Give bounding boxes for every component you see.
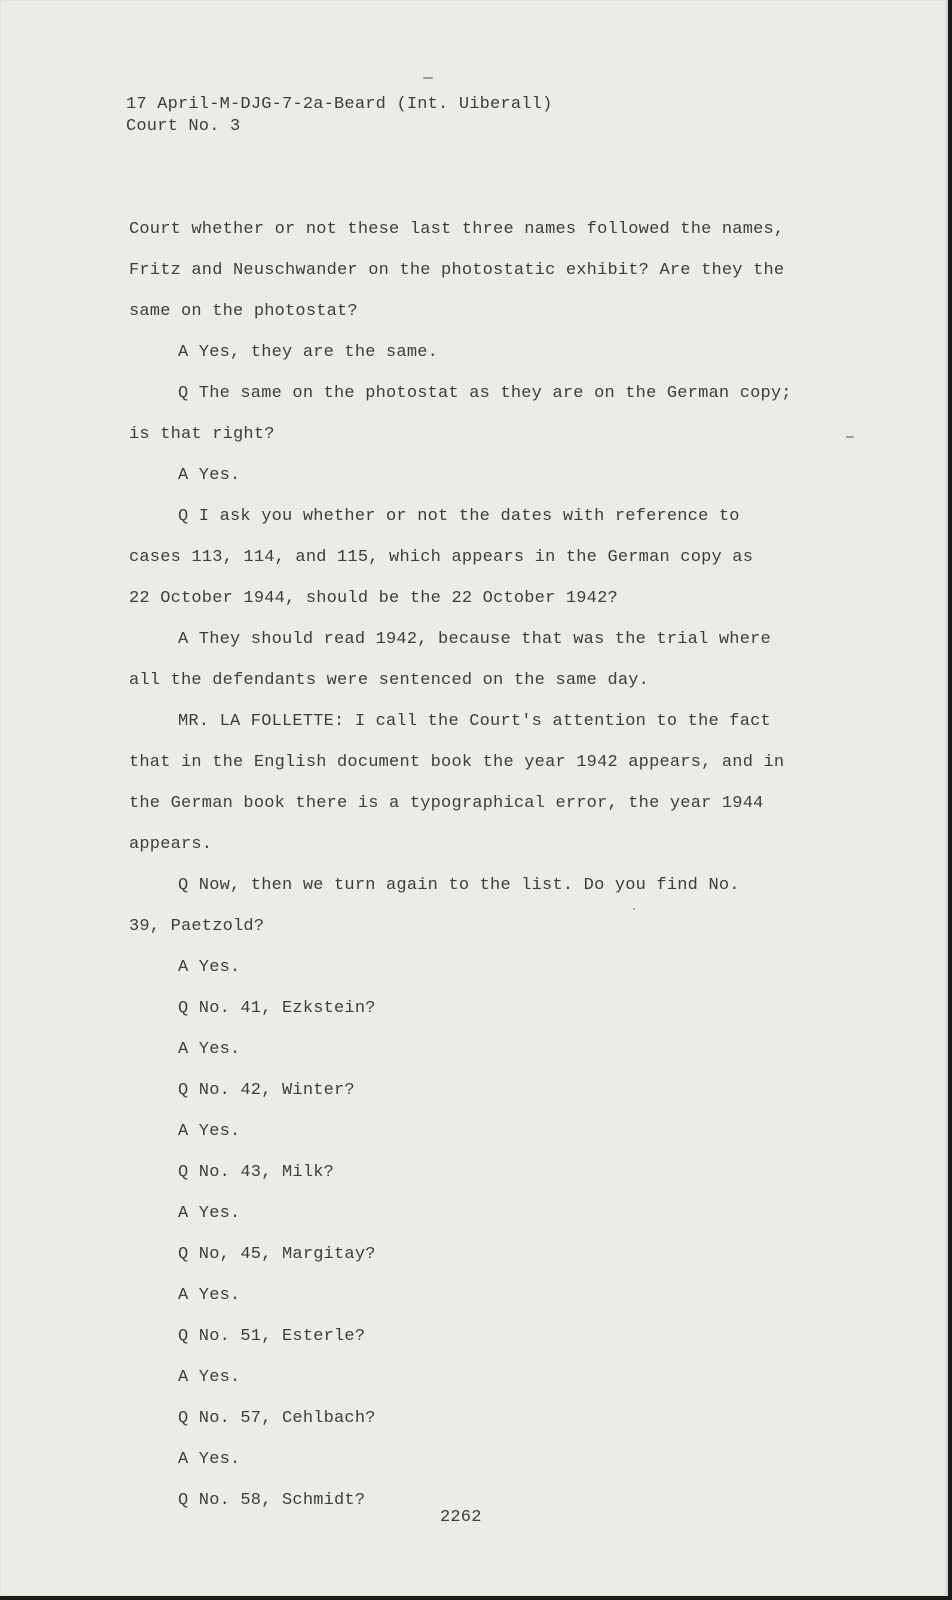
text-line: that in the English document book the year 1942 appears, and in bbox=[129, 753, 785, 772]
header-line-1: 17 April-M-DJG-7-2a-Beard (Int. Uiberall) bbox=[126, 95, 553, 114]
paper-mark bbox=[846, 436, 854, 438]
question-line: Q I ask you whether or not the dates with reference to bbox=[178, 507, 740, 526]
text-line: Fritz and Neuschwander on the photostatic exhibit? Are they the bbox=[129, 261, 785, 280]
answer-line: A They should read 1942, because that was the trial where bbox=[178, 630, 771, 649]
answer-line: A Yes. bbox=[178, 466, 241, 485]
question-line: Q No. 41, Ezkstein? bbox=[178, 999, 376, 1018]
answer-line: A Yes. bbox=[178, 1450, 241, 1469]
answer-line: A Yes. bbox=[178, 1286, 241, 1305]
text-line: cases 113, 114, and 115, which appears in the German copy as bbox=[129, 548, 754, 567]
text-line: is that right? bbox=[129, 425, 275, 444]
paper-mark bbox=[423, 77, 433, 79]
question-line: Q Now, then we turn again to the list. Do you find No. bbox=[178, 876, 740, 895]
text-line: 39, Paetzold? bbox=[129, 917, 265, 936]
text-line: all the defendants were sentenced on the same day. bbox=[129, 671, 650, 690]
question-line: Q No. 57, Cehlbach? bbox=[178, 1409, 376, 1428]
text-line: Court whether or not these last three names followed the names, bbox=[129, 220, 785, 239]
question-line: Q No, 45, Margitay? bbox=[178, 1245, 376, 1264]
question-line: Q No. 51, Esterle? bbox=[178, 1327, 366, 1346]
answer-line: A Yes. bbox=[178, 1368, 241, 1387]
text-line: 22 October 1944, should be the 22 October 1942? bbox=[129, 589, 618, 608]
text-line: appears. bbox=[129, 835, 213, 854]
paper-mark bbox=[633, 908, 635, 910]
answer-line: A Yes. bbox=[178, 1040, 241, 1059]
header-line-2: Court No. 3 bbox=[126, 117, 241, 136]
answer-line: A Yes, they are the same. bbox=[178, 343, 439, 362]
page-number: 2262 bbox=[440, 1508, 482, 1527]
answer-line: A Yes. bbox=[178, 958, 241, 977]
question-line: Q No. 42, Winter? bbox=[178, 1081, 355, 1100]
answer-line: A Yes. bbox=[178, 1204, 241, 1223]
speaker-line: MR. LA FOLLETTE: I call the Court's attention to the fact bbox=[178, 712, 771, 731]
text-line: the German book there is a typographical error, the year 1944 bbox=[129, 794, 764, 813]
question-line: Q The same on the photostat as they are on the German copy; bbox=[178, 384, 792, 403]
question-line: Q No. 43, Milk? bbox=[178, 1163, 335, 1182]
question-line: Q No. 58, Schmidt? bbox=[178, 1491, 366, 1510]
answer-line: A Yes. bbox=[178, 1122, 241, 1141]
text-line: same on the photostat? bbox=[129, 302, 358, 321]
